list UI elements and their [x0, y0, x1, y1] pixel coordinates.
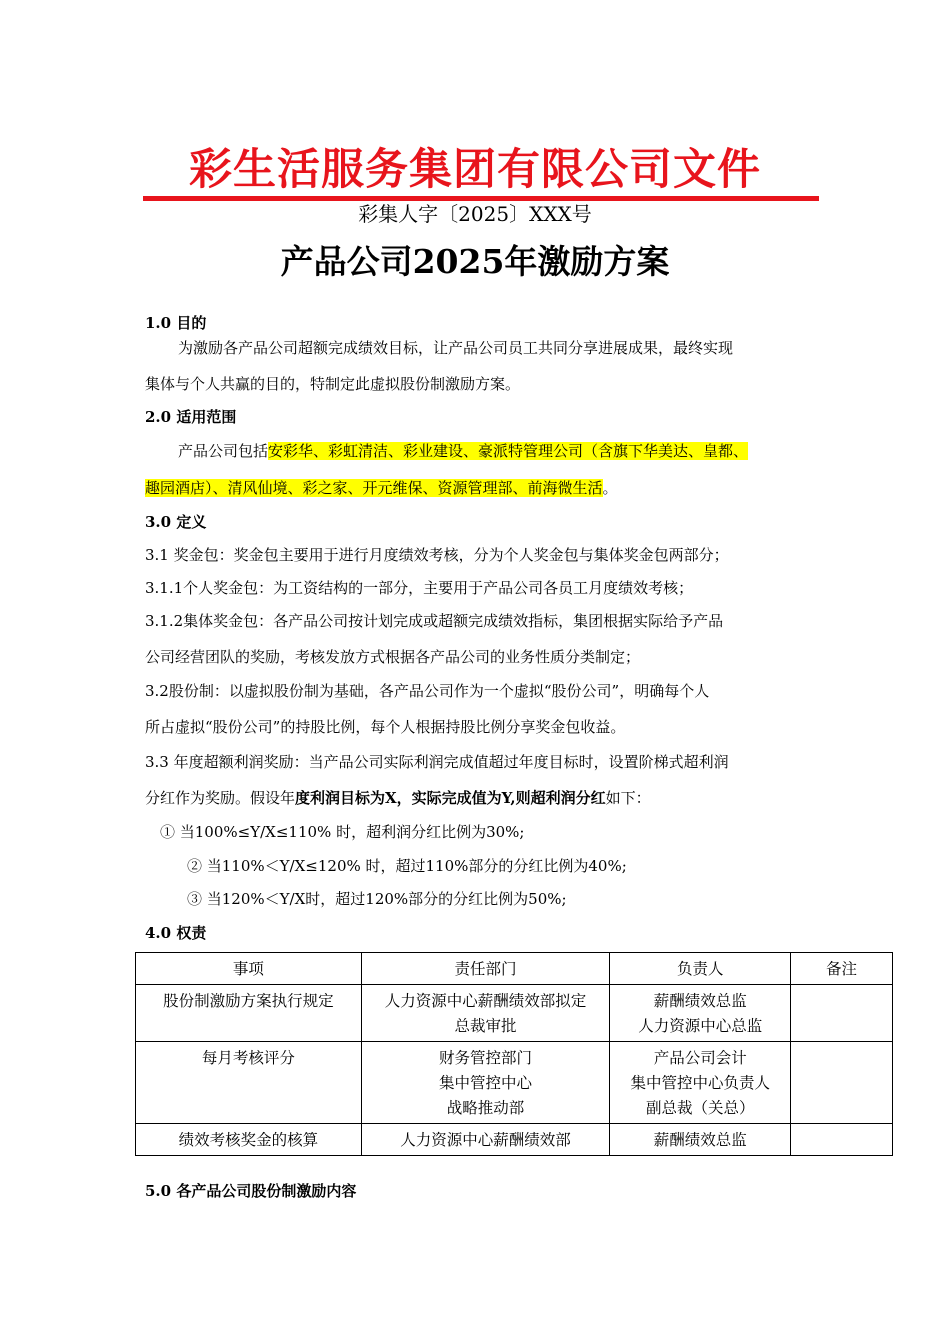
definition-3-1-2-line-2: 公司经营团队的奖励，考核发放方式根据各产品公司的业务性质分类制定； — [145, 648, 641, 666]
definition-3-3-bold: 度利润目标为X，实际完成值为Y,则超利润分红 — [295, 789, 606, 807]
table-cell-owner — [610, 985, 791, 1042]
definition-3-3-line-1: 3.3 年度超额利润奖励：当产品公司实际利润完成值超过年度目标时，设置阶梯式超利润 — [145, 753, 729, 771]
definition-3-3-pre: 分红作为奖励。假设年 — [145, 789, 296, 807]
purpose-line-1: 为激励各产品公司超额完成绩效目标，让产品公司员工共同分享进展成果，最终实现 — [178, 339, 734, 357]
table-cell-item: 绩效考核奖金的核算 — [136, 1124, 362, 1156]
owner-line: 副总裁（关总） — [645, 1099, 755, 1117]
table-cell-note — [791, 1042, 893, 1124]
section-heading-incentive-content: 5.0 各产品公司股份制激励内容 — [145, 1182, 357, 1200]
definition-3-2-line-1: 3.2股份制：以虚拟股份制为基础，各产品公司作为一个虚拟“股份公司”，明确每个人 — [145, 682, 710, 700]
section-heading-purpose: 1.0 目的 — [145, 314, 207, 332]
owner-line: 薪酬绩效总监 — [653, 992, 747, 1010]
document-title: 产品公司2025年激励方案 — [280, 242, 670, 281]
definition-3-3-post: 如下： — [605, 789, 651, 807]
responsibility-table — [135, 952, 893, 1156]
table-cell-note — [791, 985, 893, 1042]
definition-3-1: 3.1 奖金包：奖金包主要用于进行月度绩效考核，分为个人奖金包与集体奖金包两部分； — [145, 546, 729, 564]
table-header-cell: 备注 — [791, 953, 893, 985]
table-cell-dept — [361, 1124, 610, 1156]
dept-line: 财务管控部门 — [438, 1049, 532, 1067]
definition-3-3-line-2 — [145, 787, 651, 808]
scope-prefix: 产品公司包括 — [178, 442, 269, 460]
table-header-row — [136, 953, 893, 985]
dept-line: 战略推动部 — [446, 1099, 525, 1117]
dept-line: 集中管控中心 — [438, 1074, 532, 1092]
dept-line: 人力资源中心薪酬绩效部拟定 — [384, 992, 587, 1010]
document-number: 彩集人字〔2025〕XXX号 — [358, 202, 592, 226]
owner-line: 人力资源中心总监 — [638, 1017, 763, 1035]
bonus-tier-3: ③ 当120%＜Y/X时，超过120%部分的分红比例为50%; — [187, 890, 567, 908]
table-header-cell: 责任部门 — [361, 953, 610, 985]
owner-line: 产品公司会计 — [653, 1049, 747, 1067]
scope-highlight-1: 安彩华、彩虹清洁、彩业建设、豪派特管理公司（含旗下华美达、皇都、 — [268, 442, 749, 460]
section-heading-definitions: 3.0 定义 — [145, 513, 207, 531]
bonus-tier-1: ① 当100%≤Y/X≤110% 时，超利润分红比例为30%; — [160, 823, 525, 841]
section-heading-scope: 2.0 适用范围 — [145, 408, 237, 426]
document-banner: 彩生活服务集团有限公司文件 — [189, 145, 761, 195]
table-cell-item: 每月考核评分 — [136, 1042, 362, 1124]
table-cell-dept — [361, 985, 610, 1042]
owner-line: 集中管控中心负责人 — [630, 1074, 770, 1092]
section-heading-responsibilities: 4.0 权责 — [145, 924, 207, 942]
table-header-cell: 事项 — [136, 953, 362, 985]
definition-3-2-line-2: 所占虚拟“股份公司”的持股比例，每个人根据持股比例分享奖金包收益。 — [145, 718, 626, 736]
dept-line: 总裁审批 — [454, 1017, 517, 1035]
purpose-line-2: 集体与个人共赢的目的，特制定此虚拟股份制激励方案。 — [145, 375, 521, 393]
dept-line: 人力资源中心薪酬绩效部 — [400, 1131, 571, 1149]
table-cell-owner — [610, 1124, 791, 1156]
scope-highlight-2: 趣园酒店）、清风仙境、彩之家、开元维保、资源管理部、前海微生活 — [145, 479, 603, 497]
scope-line-2 — [145, 477, 618, 498]
table-cell-owner — [610, 1042, 791, 1124]
table-cell-dept — [361, 1042, 610, 1124]
table-cell-item: 股份制激励方案执行规定 — [136, 985, 362, 1042]
definition-3-1-1: 3.1.1个人奖金包：为工资结构的一部分，主要用于产品公司各员工月度绩效考核； — [145, 579, 694, 597]
table-row — [136, 1124, 893, 1156]
table-row — [136, 1042, 893, 1124]
table-row — [136, 985, 893, 1042]
scope-suffix: 。 — [602, 479, 618, 497]
definition-3-1-2-line-1: 3.1.2集体奖金包：各产品公司按计划完成或超额完成绩效指标，集团根据实际给予产品 — [145, 612, 724, 630]
table-cell-note — [791, 1124, 893, 1156]
table-header-cell: 负责人 — [610, 953, 791, 985]
bonus-tier-2: ② 当110%＜Y/X≤120% 时，超过110%部分的分红比例为40%; — [187, 857, 627, 875]
scope-line-1 — [178, 440, 748, 461]
owner-line: 薪酬绩效总监 — [653, 1131, 747, 1149]
